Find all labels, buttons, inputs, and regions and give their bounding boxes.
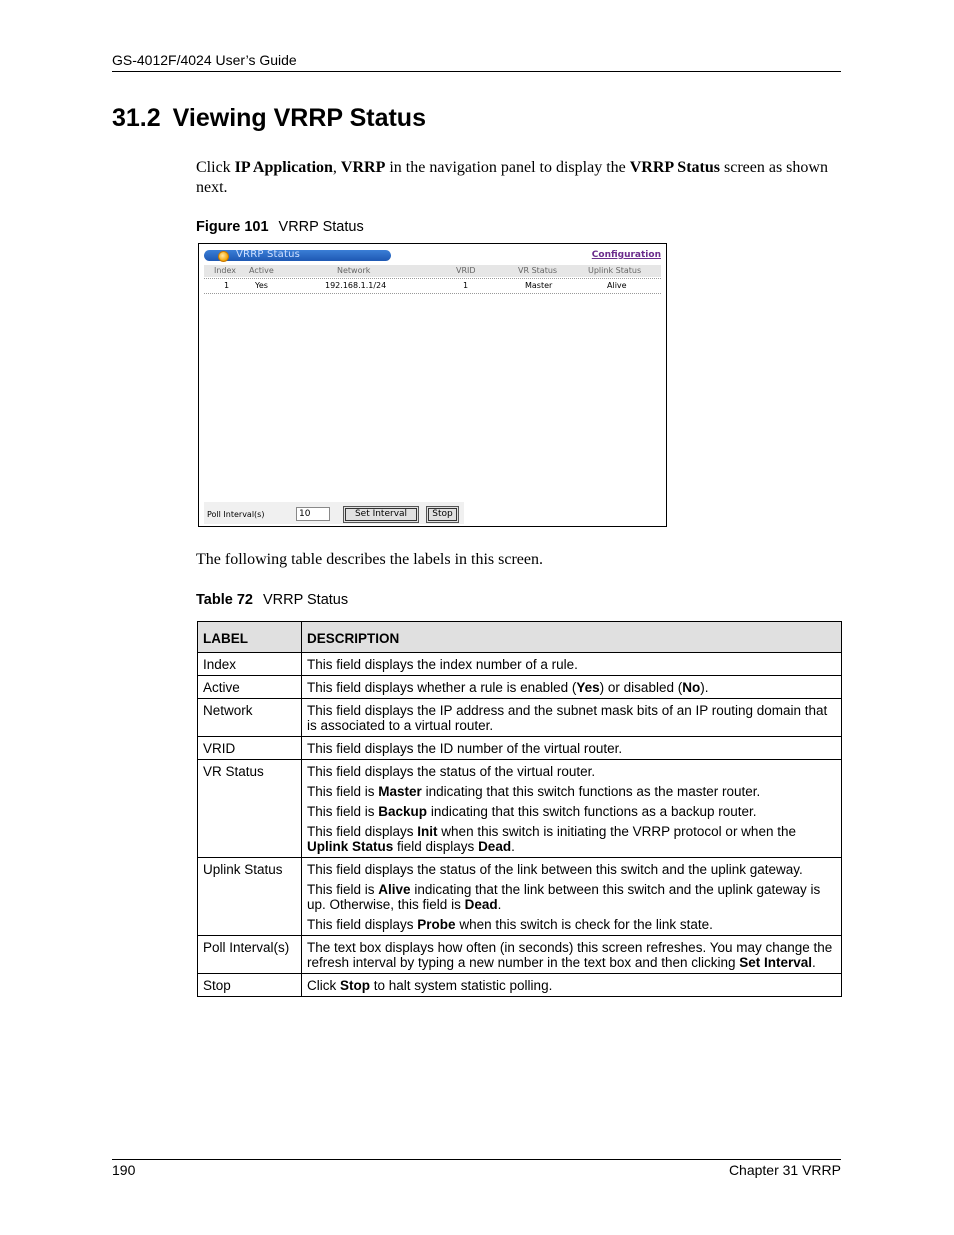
row-description: This field displays the IP address and the subnet mask bits of an IP routing domain that is associated to a virtual router.	[302, 699, 842, 737]
row-label: Poll Interval(s)	[198, 936, 302, 974]
row-label: Network	[198, 699, 302, 737]
row-description: This field displays the index number of a rule.	[302, 653, 842, 676]
cell-network: 192.168.1.1/24	[325, 281, 387, 290]
row-divider	[204, 293, 661, 294]
intro-paragraph: Click IP Application, VRRP in the navigation panel to display the VRRP Status screen as shown next.	[196, 159, 828, 196]
row-label: VRID	[198, 737, 302, 760]
table-row	[198, 699, 842, 737]
row-description: This field displays the ID number of the virtual router.	[302, 737, 842, 760]
field-description-table	[197, 621, 842, 997]
header-description: DESCRIPTION	[302, 622, 842, 653]
table-row	[198, 737, 842, 760]
header-divider	[112, 71, 841, 72]
table-row	[198, 653, 842, 676]
guide-title: GS-4012F/4024 User’s Guide	[112, 52, 297, 68]
cell-uplink-status: Alive	[607, 281, 627, 290]
row-label: Index	[198, 653, 302, 676]
status-table-header	[204, 265, 661, 277]
footer-divider	[112, 1159, 841, 1160]
stop-button[interactable]: Stop	[426, 506, 459, 523]
column-header: VR Status	[518, 266, 558, 275]
table-row	[198, 936, 842, 974]
column-header: Uplink Status	[588, 266, 642, 275]
cell-vr-status: Master	[525, 281, 553, 290]
figure-title: VRRP Status	[278, 219, 364, 235]
table-title: VRRP Status	[262, 592, 349, 608]
cell-active: Yes	[255, 281, 268, 290]
table-header-row	[198, 622, 842, 653]
poll-interval-label: Poll Interval(s)	[207, 510, 265, 519]
row-description: This field displays whether a rule is enabled (Yes) or disabled (No).	[302, 676, 842, 699]
row-description: This field displays the status of the link between this switch and the uplink gateway. This field is Alive indicating that the link between this switch and the uplink gateway is up. Otherwise, this field is Dead. This field displays Probe when this switch is check for the link state.	[302, 858, 842, 936]
table-row	[198, 974, 842, 997]
column-header: Network	[337, 266, 371, 275]
cell-index: 1	[224, 281, 230, 290]
table-row	[198, 760, 842, 858]
table-row	[198, 858, 842, 936]
column-header: Index	[214, 266, 237, 275]
set-interval-button[interactable]: Set Interval	[343, 506, 419, 523]
figure-caption	[196, 219, 364, 235]
row-label: VR Status	[198, 760, 302, 858]
status-orb-icon	[218, 251, 229, 262]
table-label: Table 72	[196, 592, 253, 608]
row-label: Stop	[198, 974, 302, 997]
poll-controls	[204, 502, 464, 524]
row-divider	[204, 278, 661, 279]
table-intro-text: The following table describes the labels in this screen.	[196, 551, 544, 568]
row-label: Active	[198, 676, 302, 699]
column-header: VRID	[456, 266, 476, 275]
section-number: 31.2	[112, 104, 161, 132]
row-description: Click Stop to halt system statistic polling.	[302, 974, 842, 997]
page-number: 190	[112, 1162, 136, 1178]
cell-vrid: 1	[463, 281, 469, 290]
row-label: Uplink Status	[198, 858, 302, 936]
row-description: This field displays the status of the virtual router. This field is Master indicating that this switch functions as the master router. This field is Backup indicating that this switch functions as a backup router. This field displays Init when this switch is initiating the VRRP protocol or when the Uplink Status field displays Dead.	[302, 760, 842, 858]
configuration-link[interactable]: Configuration	[591, 250, 661, 260]
figure-label: Figure 101	[196, 219, 269, 235]
column-header: Active	[249, 266, 274, 275]
vrrp-status-screen	[198, 243, 667, 527]
section-heading	[112, 104, 426, 133]
section-title: Viewing VRRP Status	[172, 104, 426, 132]
poll-interval-input[interactable]	[296, 507, 330, 521]
chapter-title: Chapter 31 VRRP	[728, 1162, 841, 1178]
table-caption	[196, 592, 348, 608]
header-label: LABEL	[198, 622, 302, 653]
table-row	[198, 676, 842, 699]
screen-title: VRRP Status	[236, 249, 301, 260]
row-description: The text box displays how often (in seconds) this screen refreshes. You may change the refresh interval by typing a new number in the text box and then clicking Set Interval.	[302, 936, 842, 974]
